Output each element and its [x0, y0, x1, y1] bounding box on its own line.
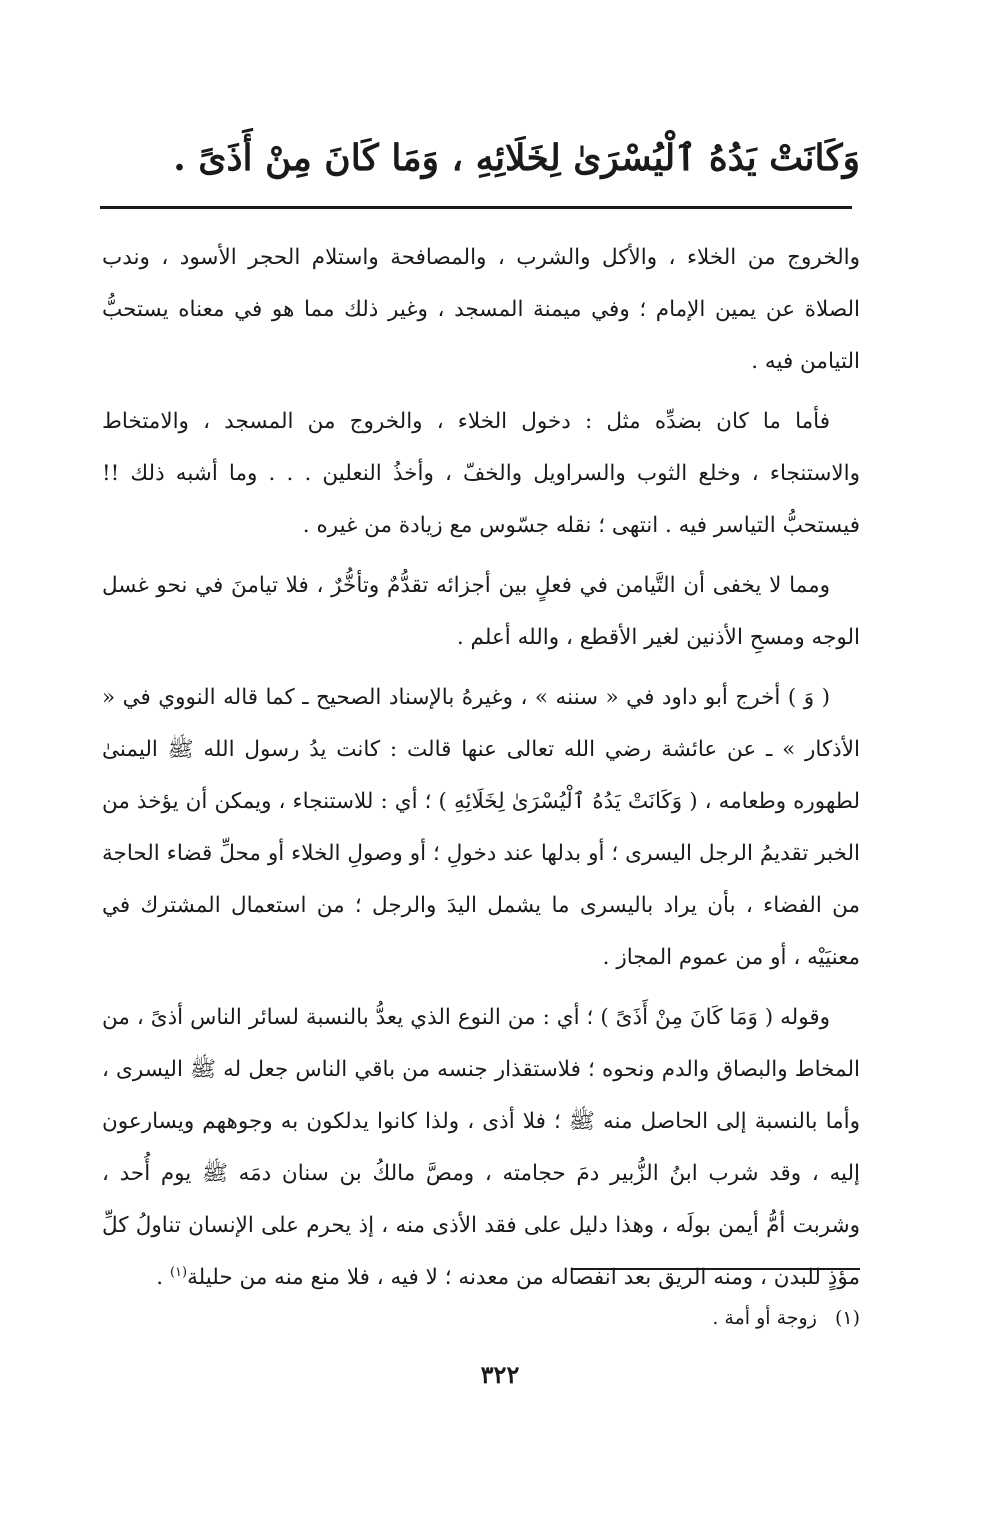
paragraph-text: وقوله ( وَمَا كَانَ مِنْ أَذَىً ) ؛ أي : من النوع الذي يعدُّ بالنسبة لسائر الناس أذىً ، من المخاط والبصاق والدم ونحوه ؛ فلاستقذار جنسه من باقي الناس جعل له ﷺ اليسرى ، وأما بالنسبة إلى الحاصل منه ﷺ ؛ فلا أذى ، ولذا كانوا يدلكون به وجوههم ويسارعون إليه ، وقد شرب ابنُ الزُّبير دمَ حجامته ، ومصَّ مالكُ بن سنان دمَه ﷺ يوم أُحد ، وشربت أمُّ أيمن بولَه ، وهذا دليل على فقد الأذى منه ، إذ يحرم على الإنسان تناولُ كلِّ مؤذٍ للبدن ، ومنه الريق بعد انفصاله من معدنه ؛ لا فيه ، فلا منع منه من حليلة	[102, 1005, 860, 1290]
page-number: ٣٢٢	[480, 1360, 520, 1389]
footnote-divider	[572, 1268, 860, 1270]
paragraph: ومما لا يخفى أن التَّيامن في فعلٍ بين أجزائه تقدُّمٌ وتأخُّرٌ ، فلا تيامنَ في نحو غسل الوجه ومسحِ الأذنين لغير الأقطع ، والله أعلم .	[102, 573, 860, 650]
heading-divider	[100, 206, 852, 209]
paragraph: والخروج من الخلاء ، والأكل والشرب ، والمصافحة واستلام الحجر الأسود ، وندب الصلاة عن يمين الإمام ؛ وفي ميمنة المسجد ، وغير ذلك مما هو في معناه يستحبُّ التيامن فيه .	[102, 245, 860, 374]
paragraph-end: .	[156, 1265, 170, 1290]
hadith-heading: وَكَانَتْ يَدُهُ ٱلْيُسْرَىٰ لِخَلَائِهِ ، وَمَا كَانَ مِنْ أَذَىً .	[173, 137, 860, 179]
last-paragraph	[102, 992, 860, 1304]
footnote-text: زوجة أو أمة .	[712, 1307, 817, 1329]
commentary-body	[102, 232, 860, 1312]
footnote	[420, 1300, 860, 1336]
paragraph: ( وَ ) أخرج أبو داود في « سننه » ، وغيرهُ بالإسناد الصحيح ـ كما قاله النووي في « الأذكار » ـ عن عائشة رضي الله تعالى عنها قالت : كانت يدُ رسول الله ﷺ اليمنىٰ لطهوره وطعامه ، ( وَكَانَتْ يَدُهُ ٱلْيُسْرَىٰ لِخَلَائِهِ ) ؛ أي : للاستنجاء ، ويمكن أن يؤخذ من الخبر تقديمُ الرجل اليسرى ؛ أو بدلها عند دخولِ ؛ أو وصولِ الخلاء أو محلِّ قضاء الحاجة من الفضاء ، بأن يراد باليسرى ما يشمل اليدَ والرجل ؛ من استعمال المشترك في معنيَيْه ، أو من عموم المجاز .	[102, 685, 860, 970]
footnote-number: (١)	[834, 1307, 860, 1329]
paragraph: فأما ما كان بضدِّه مثل : دخول الخلاء ، والخروج من المسجد ، والامتخاط والاستنجاء ، وخلع الثوب والسراويل والخفّ ، وأخذُ النعلين . . . وما أشبه ذلك !! فيستحبُّ التياسر فيه . انتهى ؛ نقله جسّوس مع زيادة من غيره .	[102, 409, 860, 538]
footnote-reference: (١)	[169, 1264, 188, 1280]
